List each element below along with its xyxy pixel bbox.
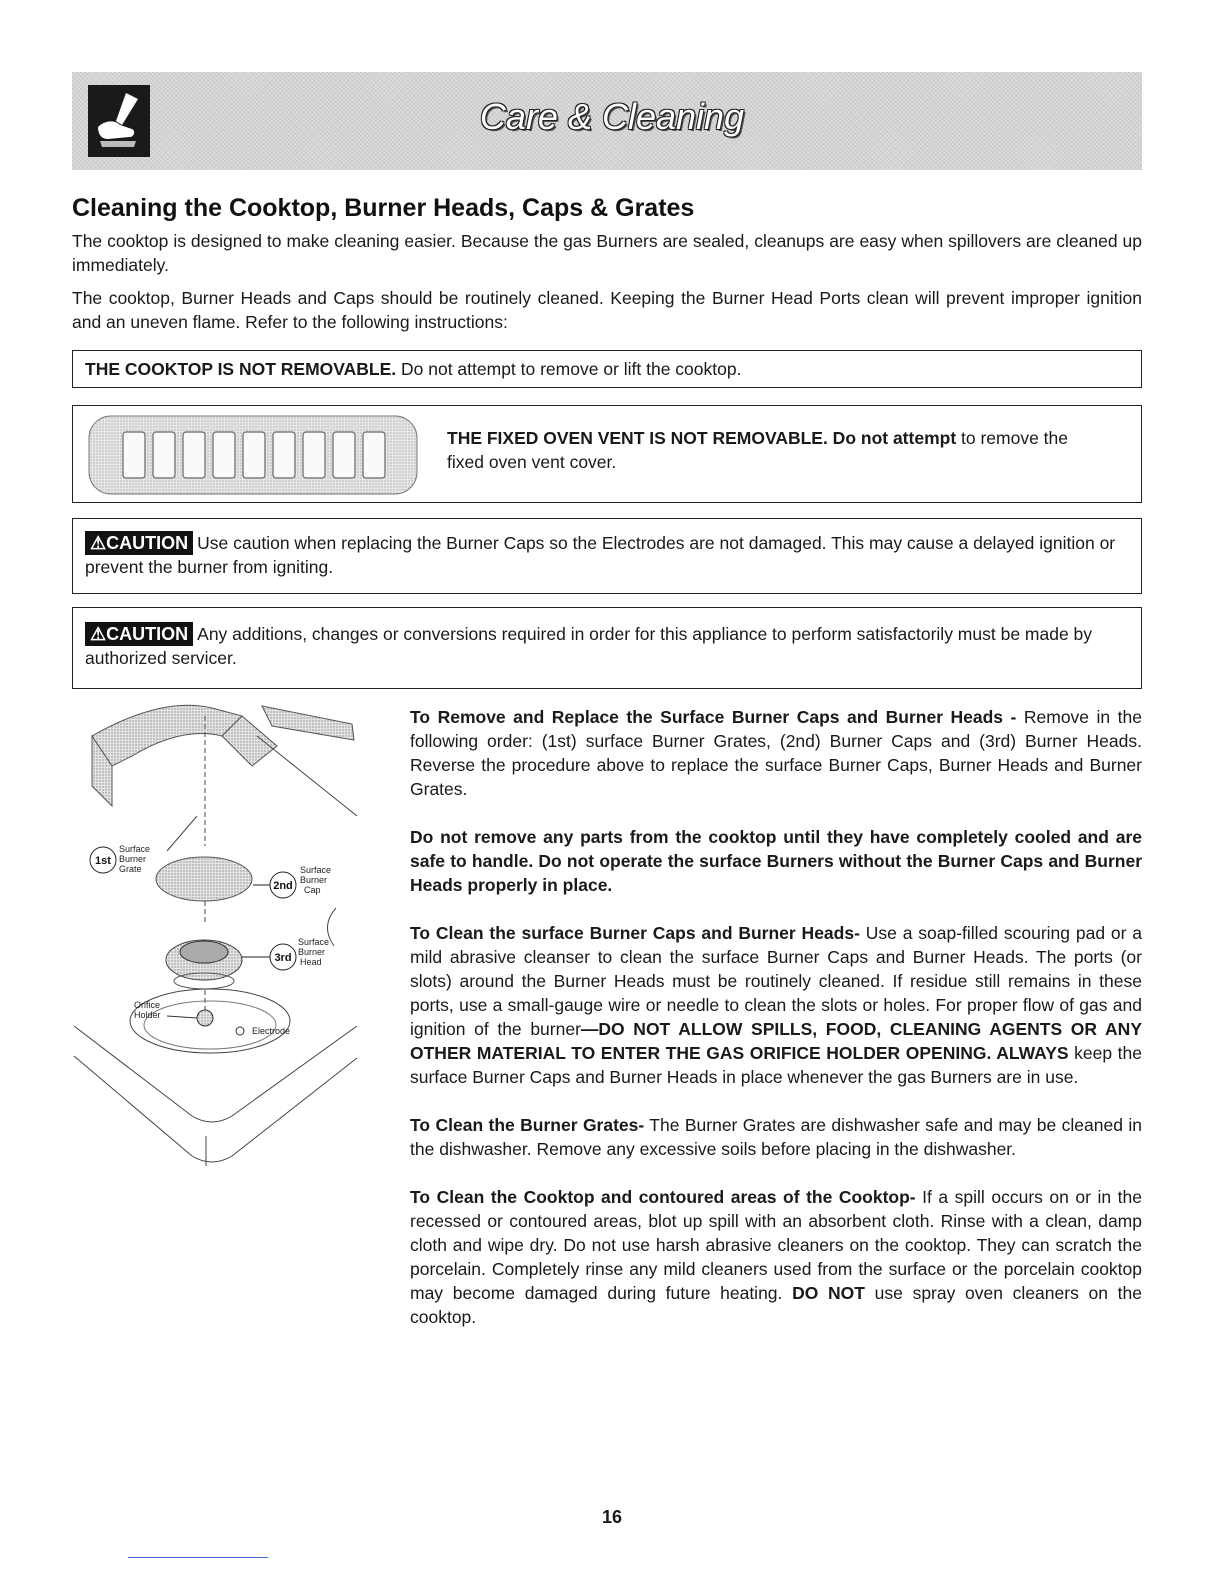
remove-replace-body: Remove in the following order: (1st) surface Burner Grates, (2nd) Burner Caps and (3rd) Burner Heads. Reverse the procedure above to replace the surface Burner Caps, Burner Heads and Burner Grates. <box>410 707 1142 799</box>
clean-caps-body-end: keep the surface Burner Caps and Burner Heads in place whenever the gas Burners are in use. <box>410 1043 1142 1087</box>
electrode <box>236 1027 244 1035</box>
footer-rule <box>128 1557 268 1558</box>
label-1st: 1st <box>95 855 111 867</box>
warning-triangle-icon: ⚠ <box>90 533 107 553</box>
caution-badge-1-label: CAUTION <box>106 533 189 553</box>
label-electrode: Electrode <box>252 1026 291 1036</box>
handling-warning-paragraph <box>410 825 1142 897</box>
caution-box-2 <box>72 607 1142 689</box>
label-grate-1: Surface <box>119 844 151 854</box>
clean-cooktop-paragraph <box>410 1185 1142 1329</box>
intro-paragraph-2: The cooktop, Burner Heads and Caps should be routinely cleaned. Keeping the Burner Head Ports clean will prevent improper ignition and an uneven flame. Refer to the following instructions: <box>72 288 1142 332</box>
caution-badge-2-label: CAUTION <box>106 624 189 644</box>
clean-caps-warning: —DO NOT ALLOW SPILLS, FOOD, CLEANING AGENTS OR ANY OTHER MATERIAL TO ENTER THE GAS ORIFICE HOLDER OPENING. ALWAYS <box>410 1019 1142 1063</box>
clean-cooktop-heading: To Clean the Cooktop and contoured areas of the Cooktop- <box>410 1187 916 1207</box>
remove-replace-heading: To Remove and Replace the Surface Burner Caps and Burner Heads - <box>410 707 1017 727</box>
label-orifice-1: Orifice <box>134 1000 161 1010</box>
label-grate-3: Grate <box>119 864 142 874</box>
orifice-holder <box>197 1010 213 1026</box>
caution-box-1 <box>72 518 1142 594</box>
label-head-1: Surface <box>298 937 330 947</box>
section-heading: Cleaning the Cooktop, Burner Heads, Caps & Grates <box>72 194 695 222</box>
caution-2-text <box>73 608 1141 684</box>
clean-cooktop-body: If a spill occurs on or in the recessed or contoured areas, blot up spill with an absorbent cloth. Rinse with a clean, damp cloth and wipe dry. Do not use harsh abrasive cleaners on the cooktop. They can scratch the porcelain. Completely rinse any mild cleaners used from the surface or the porcelain cooktop may become damaged during future heating. <box>410 1187 1142 1303</box>
clean-cooktop-body-end: use spray oven cleaners on the cooktop. <box>410 1283 1142 1327</box>
label-orifice-2: Holder <box>134 1010 161 1020</box>
notice-cooktop-bold: THE COOKTOP IS NOT REMOVABLE. <box>85 359 397 379</box>
notice-vent-text <box>447 426 1107 474</box>
label-3rd: 3rd <box>274 952 292 964</box>
label-2nd: 2nd <box>273 880 293 892</box>
burner-cap <box>156 857 252 901</box>
burner-head <box>166 940 242 989</box>
clean-caps-body: Use a soap-filled scouring pad or a mild abrasive cleanser to clean the surface Burner Caps and Burner Heads. The ports (or slots) around the Burner Heads must be routinely cleaned. If residue still remains in these ports, use a small-gauge wire or needle to clean the slots or holes. For proper flow of gas and ignition of the burner <box>410 923 1143 1039</box>
page-title: Care & Cleaning <box>479 96 745 137</box>
caution-1-body: Use caution when replacing the Burner Caps so the Electrodes are not damaged. This may cause a delayed ignition or prevent the burner from igniting. <box>85 533 1116 577</box>
burner-grate <box>92 705 354 806</box>
caution-1-text <box>73 519 1141 591</box>
instructions-column <box>410 705 1142 1347</box>
notice-cooktop-body: Do not attempt to remove or lift the cooktop. <box>396 359 742 379</box>
label-grate-2: Burner <box>119 854 147 864</box>
notice-vent-bold: THE FIXED OVEN VENT IS NOT REMOVABLE. Do not attempt <box>447 428 957 448</box>
caution-2-body: Any additions, changes or conversions required in order for this appliance to perform satisfactorily must be made by authorized servicer. <box>85 624 1093 668</box>
clean-cooktop-warning: DO NOT <box>782 1283 865 1303</box>
clean-grates-paragraph <box>410 1113 1142 1161</box>
page-number: 16 <box>601 1507 623 1527</box>
caution-badge-2 <box>85 622 193 646</box>
intro-paragraph-1: The cooktop is designed to make cleaning easier. Because the gas Burners are sealed, cleanups are easy when spillovers are cleaned up immediately. <box>72 231 1142 275</box>
handling-warning-text: Do not remove any parts from the cooktop until they have completely cooled and are safe to handle. Do not operate the surface Burners without the Burner Caps and Burner Heads properly in place. <box>410 827 1142 895</box>
clean-caps-paragraph <box>410 921 1142 1089</box>
label-cap-1: Surface <box>300 865 332 875</box>
label-cap-3: Cap <box>304 885 321 895</box>
label-head-3: Head <box>300 957 322 967</box>
oven-vent-illustration <box>87 414 419 496</box>
notice-vent-body: to remove the fixed oven vent cover. <box>447 428 1069 472</box>
burner-diagram <box>72 696 372 1196</box>
notice-cooktop-box <box>72 350 1142 388</box>
notice-cooktop-text <box>73 351 1141 387</box>
label-head-2: Burner <box>298 947 326 957</box>
notice-vent-box <box>72 405 1142 503</box>
remove-replace-paragraph <box>410 705 1142 801</box>
clean-caps-heading: To Clean the surface Burner Caps and Burner Heads- <box>410 923 860 943</box>
clean-grates-body: The Burner Grates are dishwasher safe and may be cleaned in the dishwasher. Remove any excessive soils before placing in the dishwasher. <box>410 1115 1142 1159</box>
warning-triangle-icon: ⚠ <box>90 624 107 644</box>
clean-grates-heading: To Clean the Burner Grates- <box>410 1115 645 1135</box>
caution-badge-1 <box>85 531 193 555</box>
label-cap-2: Burner <box>300 875 328 885</box>
